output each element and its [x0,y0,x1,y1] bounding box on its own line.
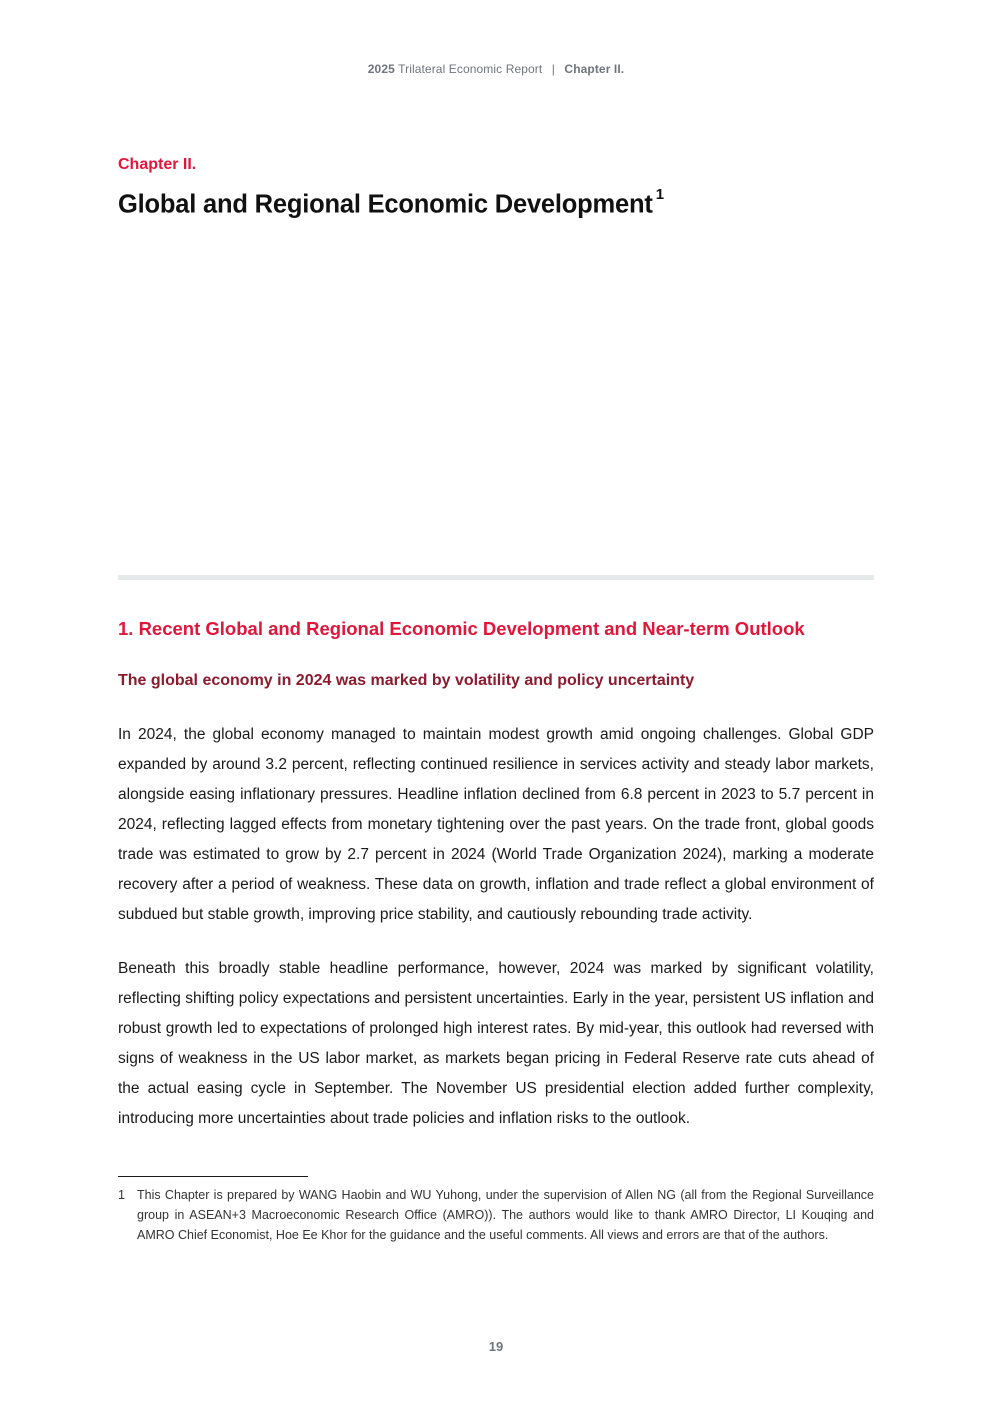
chapter-title: Global and Regional Economic Development [118,190,653,219]
footnote-number: 1 [118,1188,125,1202]
header-separator: | [551,62,555,76]
footnote [118,1185,874,1245]
header-chapter: Chapter II. [564,62,625,76]
section-divider [118,575,874,580]
page-number: 19 [488,1339,504,1354]
section-heading: 1. Recent Global and Regional Economic Development and Near-term Outlook [118,618,805,639]
chapter-title-block [118,186,664,220]
header-report-name: Trilateral Economic Report [398,62,543,76]
body-paragraph-2: Beneath this broadly stable headline performance, however, 2024 was marked by significant volatility, reflecting shifting policy expectations and persistent uncertainties. Early in the year, persistent US inflation and robust growth led to expectations of prolonged high interest rates. By mid-year, this outlook had reversed with signs of weakness in the US labor market, as markets began pricing in Federal Reserve rate cuts ahead of the actual easing cycle in September. The November US presidential election added further complexity, introducing more uncertainties about trade policies and inflation risks to the outlook. [118,960,874,1127]
chapter-label: Chapter II. [118,156,197,173]
running-header [0,62,992,76]
body-paragraph-1: In 2024, the global economy managed to maintain modest growth amid ongoing challenges. Global GDP expanded by around 3.2 percent, reflecting continued resilience in services activity and steady labor markets, alongside easing inflationary pressures. Headline inflation declined from 6.8 percent in 2023 to 5.7 percent in 2024, reflecting lagged effects from monetary tightening over the past years. On the trade front, global goods trade was estimated to grow by 2.7 percent in 2024 (World Trade Organization 2024), marking a moderate recovery after a period of weakness. These data on growth, inflation and trade reflect a global environment of subdued but stable growth, improving price stability, and cautiously rebounding trade activity. [118,726,874,923]
footnote-reference[interactable]: 1 [655,186,664,203]
header-year: 2025 [367,62,395,76]
footnote-text: This Chapter is prepared by WANG Haobin and WU Yuhong, under the supervision of Allen NG (all from the Regional Surveillance group in ASEAN+3 Macroeconomic Research Office (AMRO)). The authors would like to thank AMRO Director, LI Kouqing and AMRO Chief Economist, Hoe Ee Khor for the guidance and the useful comments. All views and errors are that of the authors. [137,1188,874,1242]
footnote-rule [118,1176,308,1177]
section-subheading: The global economy in 2024 was marked by volatility and policy uncertainty [118,672,695,689]
